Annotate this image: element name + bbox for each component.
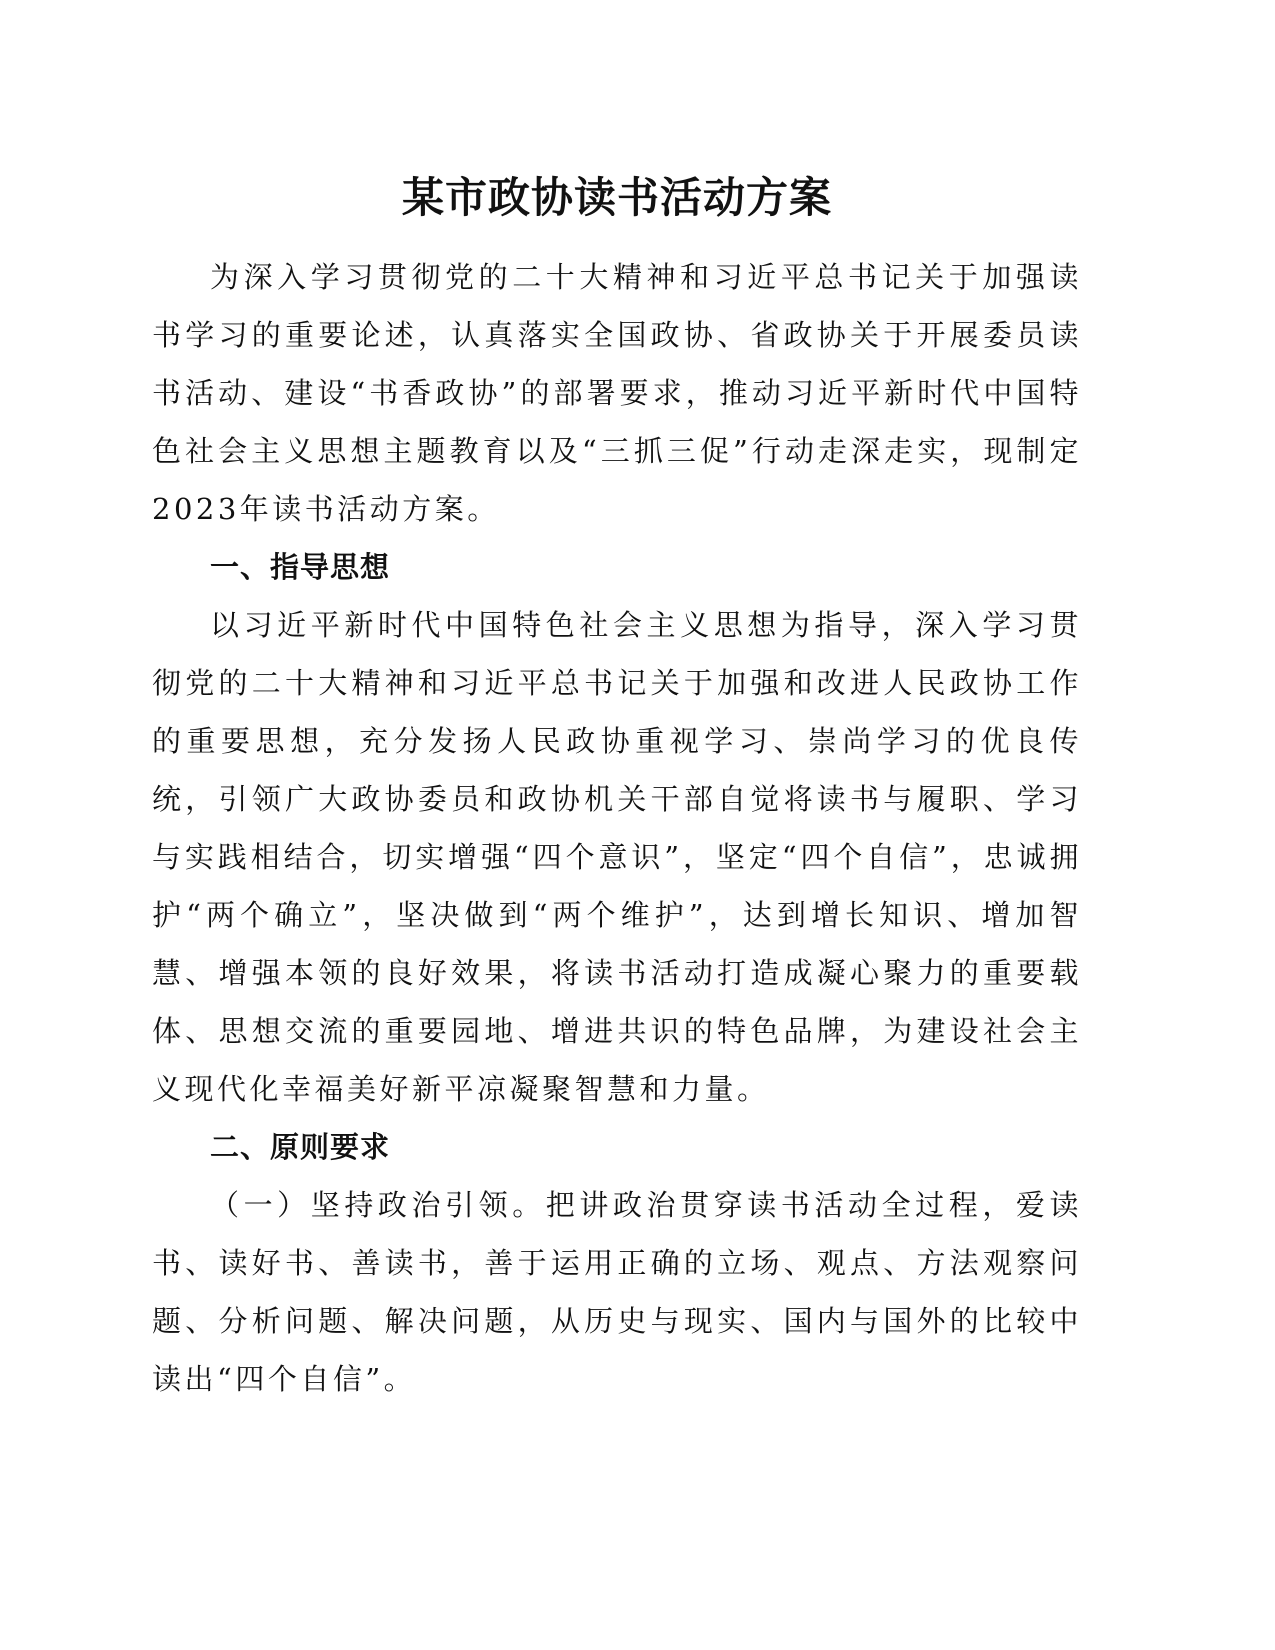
intro-paragraph: 为深入学习贯彻党的二十大精神和习近平总书记关于加强读书学习的重要论述，认真落实全国政协、省政协关于开展委员读书活动、建设“书香政协”的部署要求，推动习近平新时代中国特色社会主义思想主题教育以及“三抓三促”行动走深走实，现制定2023年读书活动方案。 (152, 260, 1082, 526)
section-heading-principles: 二、原则要求 (210, 1130, 391, 1164)
section-heading-guiding-ideology: 一、指导思想 (210, 550, 391, 584)
guiding-ideology-paragraph: 以习近平新时代中国特色社会主义思想为指导，深入学习贯彻党的二十大精神和习近平总书记关于加强和改进人民政协工作的重要思想，充分发扬人民政协重视学习、崇尚学习的优良传统，引领广大政协委员和政协机关干部自觉将读书与履职、学习与实践相结合，切实增强“四个意识”，坚定“四个自信”，忠诚拥护“两个确立”，坚决做到“两个维护”，达到增长知识、增加智慧、增强本领的良好效果，将读书活动打造成凝心聚力的重要载体、思想交流的重要园地、增进共识的特色品牌，为建设社会主义现代化幸福美好新平凉凝聚智慧和力量。 (152, 608, 1082, 1106)
document-page (152, 168, 1082, 1408)
principle-item-1-paragraph: （一）坚持政治引领。把讲政治贯穿读书活动全过程，爱读书、读好书、善读书，善于运用正确的立场、观点、方法观察问题、分析问题、解决问题，从历史与现实、国内与国外的比较中读出“四个自信”。 (152, 1188, 1082, 1396)
document-title: 某市政协读书活动方案 (401, 173, 832, 222)
